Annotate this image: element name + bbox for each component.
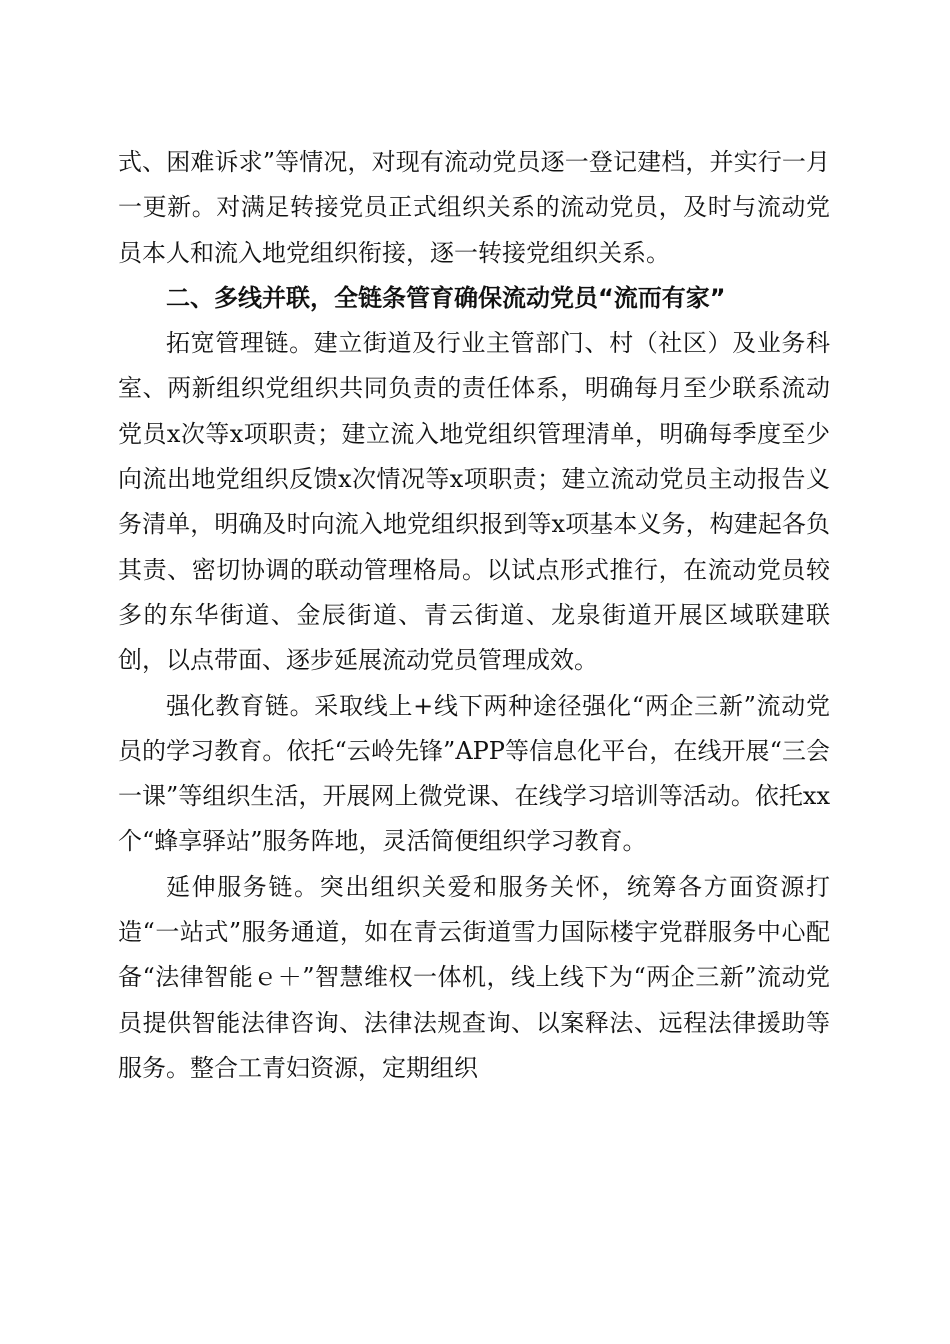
paragraph-continuation: 式、困难诉求”等情况，对现有流动党员逐一登记建档，并实行一月一更新。对满足转接党员正式组织关系的流动党员，及时与流动党员本人和流入地党组织衔接，逐一转接党组织关系。 <box>118 148 830 267</box>
paragraph-management-chain: 拓宽管理链。建立街道及行业主管部门、村（社区）及业务科室、两新组织党组织共同负责的责任体系，明确每月至少联系流动党员x次等x项职责；建立流入地党组织管理清单，明确每季度至少向流出地党组织反馈x次情况等x项职责；建立流动党员主动报告义务清单，明确及时向流入地党组织报到等x项基本义务，构建起各负其责、密切协调的联动管理格局。以试点形式推行，在流动党员较多的东华街道、金辰街道、青云街道、龙泉街道开展区域联建联创，以点带面、逐步延展流动党员管理成效。 <box>118 329 830 675</box>
paragraph-education-chain: 强化教育链。采取线上+线下两种途径强化“两企三新”流动党员的学习教育。依托“云岭先锋”APP等信息化平台，在线开展“三会一课”等组织生活，开展网上微党课、在线学习培训等活动。依托xx个“蜂享驿站”服务阵地，灵活简便组织学习教育。 <box>118 691 830 856</box>
section-heading: 二、多线并联，全链条管育确保流动党员“流而有家” <box>166 283 726 312</box>
paragraph-service-chain: 延伸服务链。突出组织关爱和服务关怀，统筹各方面资源打造“一站式”服务通道，如在青云街道雪力国际楼宇党群服务中心配备“法律智能ｅ＋”智慧维权一体机，线上线下为“两企三新”流动党员提供智能法律咨询、法律法规查询、以案释法、远程法律援助等服务。整合工青妇资源，定期组织 <box>118 872 830 1082</box>
document-body <box>118 140 830 1091</box>
